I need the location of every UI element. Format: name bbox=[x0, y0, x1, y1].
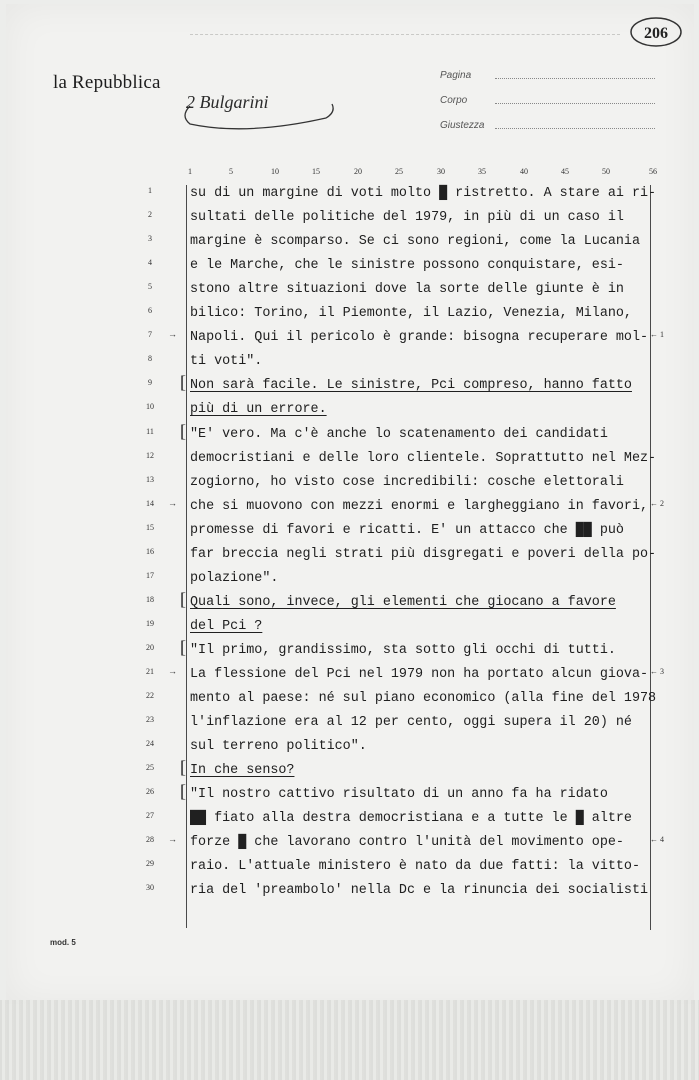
line-number: 8 bbox=[148, 354, 152, 364]
top-dashed-line bbox=[190, 34, 620, 35]
svg-text:2 Bulgarini: 2 Bulgarini bbox=[186, 92, 269, 112]
line-number: 21 bbox=[146, 667, 154, 676]
line-text: sultati delle politiche del 1979, in più di un caso il bbox=[190, 210, 624, 226]
line-number: 25 bbox=[146, 763, 154, 773]
line-number: 16 bbox=[146, 546, 154, 556]
right-margin-marker: ← 4 bbox=[650, 835, 664, 845]
ruler-mark: 30 bbox=[437, 167, 445, 176]
text-line bbox=[0, 497, 699, 517]
text-line bbox=[0, 400, 699, 420]
line-number: 19 bbox=[146, 618, 154, 628]
line-number: 9 bbox=[148, 378, 152, 388]
ruler-mark: 45 bbox=[561, 167, 569, 176]
text-line bbox=[0, 232, 699, 252]
line-text: che si muovono con mezzi enormi e largheggiano in favori, bbox=[190, 498, 649, 514]
form-model-label: mod. 5 bbox=[50, 938, 76, 947]
line-number: 15 bbox=[146, 522, 154, 532]
text-line bbox=[0, 521, 699, 541]
ruler-mark: 10 bbox=[271, 167, 279, 176]
text-line bbox=[0, 689, 699, 709]
line-number: 11 bbox=[146, 426, 154, 436]
text-line bbox=[0, 665, 699, 685]
text-line bbox=[0, 372, 699, 396]
arrow-marker-icon: → bbox=[168, 329, 177, 340]
bracket-mark-icon: [ bbox=[180, 588, 186, 609]
line-number: 3 bbox=[148, 234, 152, 244]
line-text: bilico: Torino, il Piemonte, il Lazio, Venezia, Milano, bbox=[190, 306, 632, 322]
interview-question-text: del Pci ? bbox=[190, 618, 263, 634]
ruler-mark: 50 bbox=[602, 167, 610, 176]
line-text: l'inflazione era al 12 per cento, oggi supera il 20) né bbox=[190, 715, 632, 731]
text-line bbox=[0, 713, 699, 733]
line-text: ti voti". bbox=[190, 354, 263, 370]
line-text: stono altre situazioni dove la sorte delle giunte è in bbox=[190, 282, 624, 298]
line-number: 26 bbox=[146, 787, 154, 797]
right-margin-marker: ← 2 bbox=[650, 498, 664, 508]
text-line bbox=[0, 569, 699, 589]
text-line bbox=[0, 328, 699, 348]
text-line bbox=[0, 617, 699, 637]
line-number: 22 bbox=[146, 691, 154, 701]
interview-question-text: più di un errore. bbox=[190, 402, 327, 418]
text-line bbox=[0, 881, 699, 901]
line-text: forze █ che lavorano contro l'unità del movimento ope- bbox=[190, 835, 624, 851]
scan-edge-noise bbox=[0, 1000, 699, 1080]
line-number: 29 bbox=[146, 859, 154, 869]
right-margin-marker: ← 1 bbox=[650, 330, 664, 340]
line-text: La flessione del Pci nel 1979 non ha portato alcun giova- bbox=[190, 667, 649, 682]
line-number: 23 bbox=[146, 715, 154, 725]
text-line bbox=[0, 833, 699, 853]
bracket-mark-icon: [ bbox=[180, 781, 186, 802]
text-line bbox=[0, 184, 699, 204]
text-line bbox=[0, 208, 699, 228]
line-text: far breccia negli strati più disgregati e poveri della po- bbox=[190, 546, 657, 562]
interview-question-text: Quali sono, invece, gli elementi che giocano a favore bbox=[190, 594, 616, 610]
meta-pagina bbox=[440, 70, 471, 81]
line-number: 13 bbox=[146, 474, 154, 484]
line-text: "E' vero. Ma c'è anche lo scatenamento dei candidati bbox=[190, 426, 608, 442]
line-text: polazione". bbox=[190, 570, 279, 586]
line-text: su di un margine di voti molto █ ristretto. A stare ai ri- bbox=[190, 186, 657, 201]
line-text: e le Marche, che le sinistre possono conquistare, esi- bbox=[190, 258, 624, 274]
arrow-marker-icon: → bbox=[168, 834, 177, 845]
bracket-mark-icon: [ bbox=[180, 420, 186, 441]
line-number: 7 bbox=[148, 330, 152, 340]
text-line bbox=[0, 280, 699, 300]
text-line bbox=[0, 420, 699, 445]
ruler-mark: 1 bbox=[188, 167, 192, 176]
line-text: raio. L'attuale ministero è nato da due fatti: la vitto- bbox=[190, 859, 640, 875]
text-line bbox=[0, 737, 699, 757]
line-number: 2 bbox=[148, 210, 152, 220]
arrow-marker-icon: → bbox=[168, 666, 177, 676]
line-text: promesse di favori e ricatti. E' un attacco che ██ può bbox=[190, 522, 624, 538]
ruler-mark: 15 bbox=[312, 167, 320, 176]
ruler-mark: 5 bbox=[229, 167, 233, 176]
line-text: ██ fiato alla destra democristiana e a tutte le █ altre bbox=[190, 811, 632, 827]
text-line bbox=[0, 636, 699, 661]
line-number: 30 bbox=[146, 883, 154, 893]
text-line bbox=[0, 809, 699, 829]
meta-corpo bbox=[440, 95, 467, 106]
line-number: 20 bbox=[146, 642, 154, 652]
line-text: zogiorno, ho visto cose incredibili: cosche elettorali bbox=[190, 474, 624, 490]
line-number: 5 bbox=[148, 282, 152, 292]
text-line bbox=[0, 857, 699, 877]
text-line bbox=[0, 781, 699, 805]
line-text: mento al paese: né sul piano economico (alla fine del 1978 bbox=[190, 691, 657, 707]
page-number-stamp bbox=[628, 14, 686, 50]
line-text: ria del 'preambolo' nella Dc e la rinuncia dei socialisti bbox=[190, 883, 649, 899]
bracket-mark-icon: [ bbox=[180, 372, 186, 393]
ruler-mark: 25 bbox=[395, 167, 403, 176]
right-margin-marker: ← 3 bbox=[650, 667, 664, 676]
text-line bbox=[0, 757, 699, 781]
line-text: "Il nostro cattivo risultato di un anno fa ha ridato bbox=[190, 787, 608, 803]
line-number: 6 bbox=[148, 306, 152, 316]
svg-text:206: 206 bbox=[644, 25, 668, 42]
ruler-mark: 40 bbox=[520, 167, 528, 176]
line-text: margine è scomparso. Se ci sono regioni, come la Lucania bbox=[190, 234, 640, 250]
meta-giustezza-label: Giustezza bbox=[440, 120, 485, 131]
line-text: "Il primo, grandissimo, sta sotto gli occhi di tutti. bbox=[190, 642, 616, 658]
interview-question-text: In che senso? bbox=[190, 763, 295, 779]
line-number: 1 bbox=[148, 186, 152, 195]
text-line bbox=[0, 352, 699, 372]
meta-corpo-label: Corpo bbox=[440, 95, 468, 106]
line-number: 12 bbox=[146, 450, 154, 460]
ruler-mark: 35 bbox=[478, 167, 486, 176]
bracket-mark-icon: [ bbox=[180, 636, 186, 657]
line-text: Napoli. Qui il pericolo è grande: bisogna recuperare mol- bbox=[190, 330, 649, 346]
arrow-marker-icon: → bbox=[168, 497, 177, 508]
text-line bbox=[0, 588, 699, 613]
line-text: democristiani e delle loro clientele. Soprattutto nel Mez- bbox=[190, 450, 657, 466]
newspaper-masthead: la Repubblica bbox=[53, 72, 161, 93]
ruler-mark: 20 bbox=[354, 167, 362, 176]
line-number: 18 bbox=[146, 594, 154, 604]
handwritten-author-note bbox=[176, 78, 346, 138]
line-number: 24 bbox=[146, 739, 154, 749]
text-line bbox=[0, 256, 699, 276]
meta-giustezza bbox=[440, 120, 484, 131]
line-number: 10 bbox=[146, 402, 154, 412]
line-number: 14 bbox=[146, 498, 154, 508]
meta-pagina-label: Pagina bbox=[440, 70, 472, 81]
interview-question-text: Non sarà facile. Le sinistre, Pci compreso, hanno fatto bbox=[190, 378, 632, 394]
text-line bbox=[0, 473, 699, 493]
text-line bbox=[0, 304, 699, 324]
text-line bbox=[0, 449, 699, 469]
line-number: 28 bbox=[146, 835, 154, 845]
line-number: 4 bbox=[148, 258, 152, 268]
ruler-mark: 56 bbox=[649, 167, 657, 176]
bracket-mark-icon: [ bbox=[180, 757, 186, 778]
line-number: 17 bbox=[146, 570, 154, 580]
line-number: 27 bbox=[146, 811, 154, 821]
line-text: sul terreno politico". bbox=[190, 739, 367, 755]
text-line bbox=[0, 545, 699, 565]
